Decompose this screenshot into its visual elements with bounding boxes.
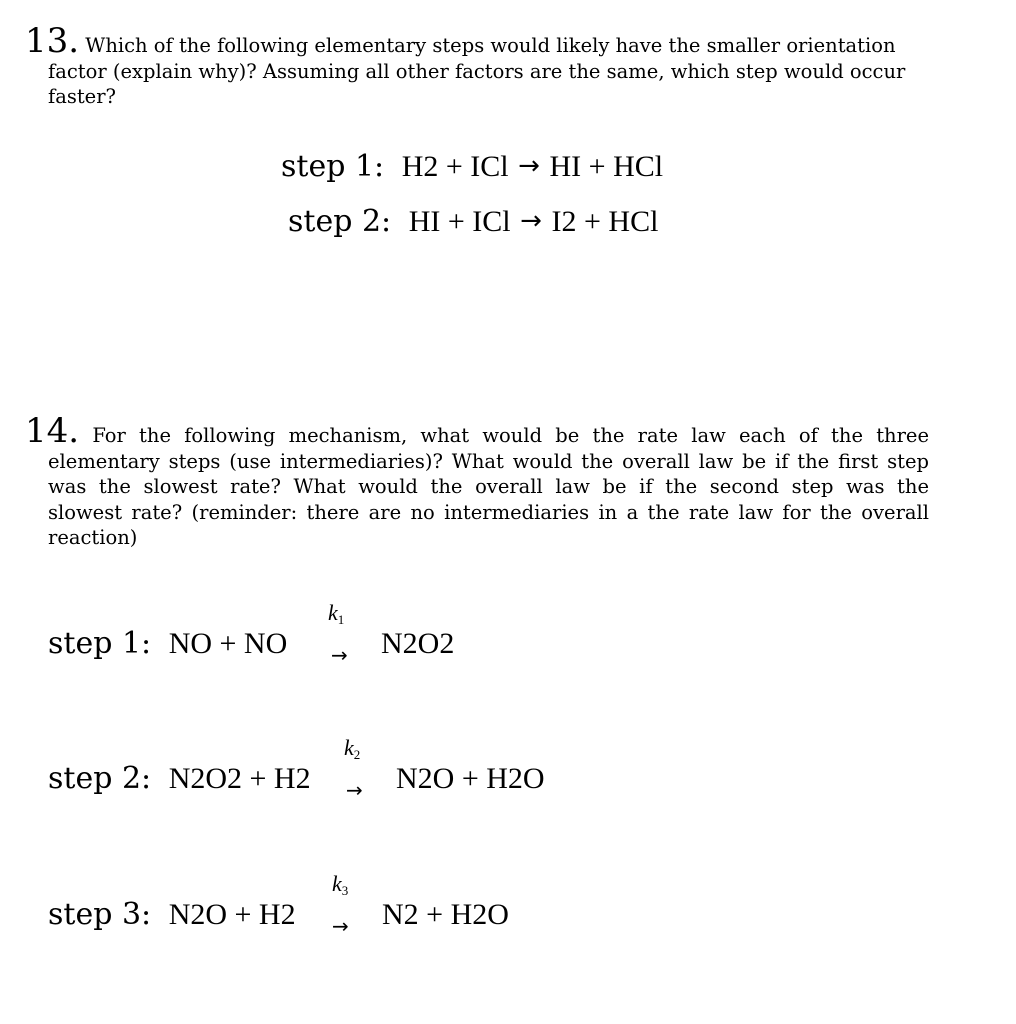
q13-step-2-label: step 2:	[288, 204, 392, 239]
q14-step-3-reactants: N2O + H2	[168, 898, 296, 931]
question-14-line-2: elementary steps (use intermediaries)? What would the overall law be if the first step	[48, 449, 929, 473]
q14-step-3-products: N2 + H2O	[382, 898, 509, 931]
q14-step-1-reactants: NO + NO	[168, 627, 288, 660]
question-14-line-1	[25, 411, 930, 451]
q14-step-1-label: step 1:	[48, 626, 152, 661]
question-14-line-3: was the slowest rate? What would the overall law be if the second step was the	[48, 475, 929, 498]
q13-step-1-label: step 1:	[281, 149, 385, 184]
q14-step-2-label: step 2:	[48, 761, 152, 796]
q14-step-2-rate-constant	[344, 735, 360, 763]
q13-step-2-reactants: HI + ICl	[408, 205, 511, 238]
q14-step-2-reactants: N2O2 + H2	[168, 762, 311, 795]
q14-step-3-k-sub: 3	[341, 883, 349, 898]
question-14	[25, 411, 930, 551]
q14-step-2-equation	[48, 761, 311, 796]
q14-step-1-products: N2O2	[381, 627, 455, 660]
q14-step-3-label: step 3:	[48, 897, 152, 932]
question-14-text-1: For the following mechanism, what would be the rate law each of the three	[92, 424, 930, 447]
q14-step-2-k-sub: 2	[353, 747, 361, 762]
question-13-number: 13.	[25, 21, 80, 61]
q14-step-3-k: k	[332, 871, 342, 896]
q14-step-1-k-sub: 1	[337, 612, 345, 627]
question-13	[25, 21, 929, 110]
q14-step-3-equation	[48, 897, 296, 932]
question-13-text-1: Which of the following elementary steps would likely have the smaller orientation	[85, 34, 896, 57]
question-13-line-2: factor (explain why)? Assuming all other factors are the same, which step would occur	[48, 59, 906, 83]
q14-step-1-k: k	[328, 600, 338, 625]
q13-step-2-products: I2 + HCl	[551, 205, 659, 238]
question-14-line-4: slowest rate? (reminder: there are no intermediaries in a the rate law for the overall	[48, 500, 929, 524]
q14-step-3-products-wrap	[382, 900, 509, 930]
q13-step-1-products: HI + HCl	[549, 150, 664, 183]
question-14-line-5: reaction)	[48, 526, 138, 549]
q14-step-2-products-wrap	[396, 764, 545, 794]
q14-step-1-rate-constant	[328, 600, 344, 628]
question-13-line-1	[25, 21, 929, 61]
q14-step-1-products-wrap	[381, 629, 454, 659]
q13-step-1-arrow: →	[518, 151, 540, 181]
q14-step-3-arrow: →	[332, 914, 349, 938]
question-14-number: 14.	[25, 411, 80, 451]
q14-step-2-arrow: →	[346, 778, 363, 802]
q13-step-2-arrow: →	[520, 206, 542, 236]
q13-step-1-reactants: H2 + ICl	[401, 150, 509, 183]
q14-step-2-products: N2O + H2O	[396, 762, 545, 795]
q14-step-1-arrow: →	[331, 643, 348, 667]
q14-step-2-k: k	[344, 735, 354, 760]
question-13-line-3: faster?	[48, 85, 117, 108]
q14-step-1-equation	[48, 626, 288, 661]
q13-step-2-equation	[288, 204, 659, 239]
q14-step-3-rate-constant	[332, 871, 348, 899]
q13-step-1-equation	[281, 149, 664, 184]
